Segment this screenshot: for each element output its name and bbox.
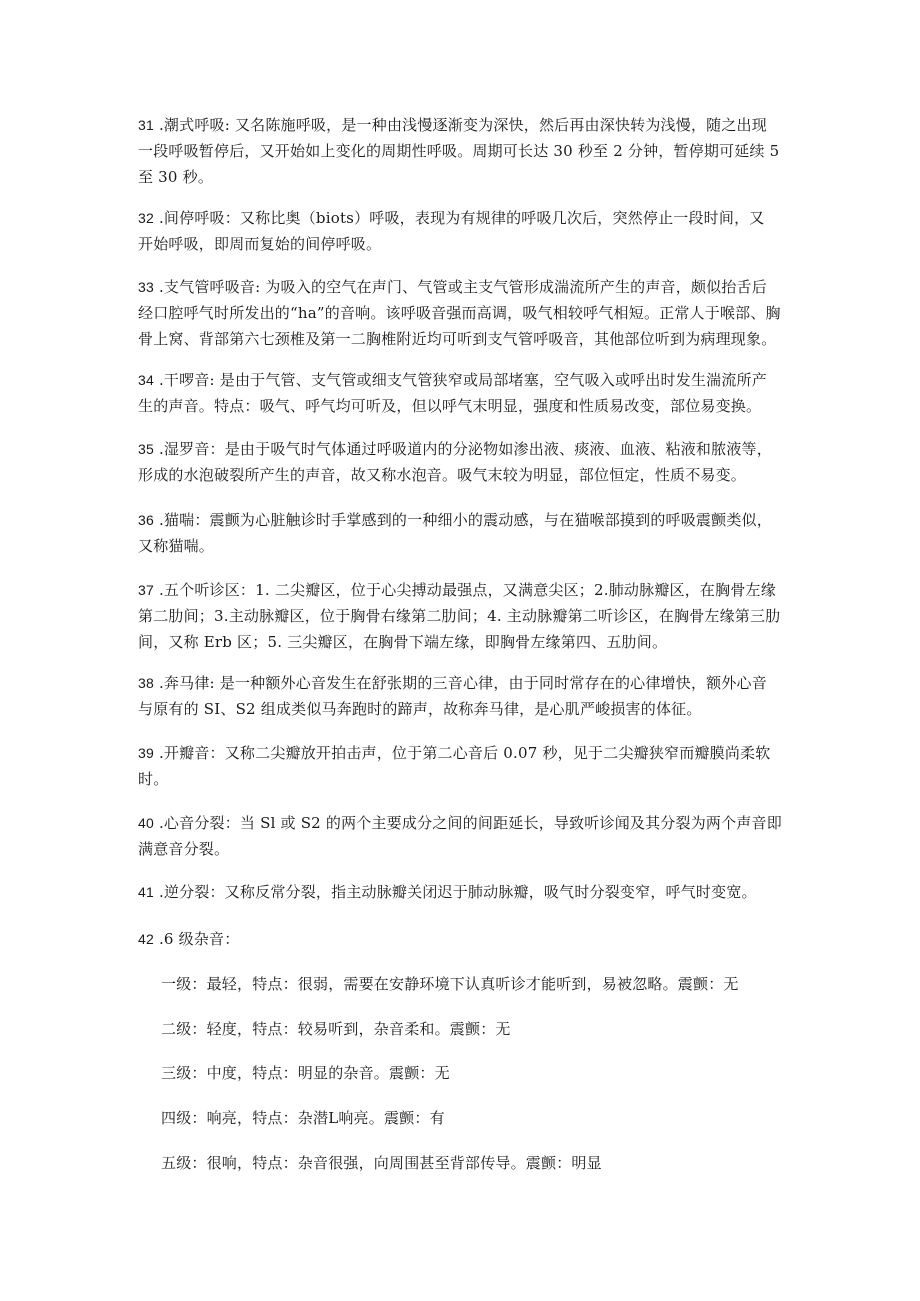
grade-5: 五级：很响，特点：杂音很强，向周围甚至背部传导。震颤：明显 [161,1154,602,1172]
item-line: 第二肋间；3.主动脉瓣区，位于胸骨右缘第二肋间；4. 主动脉瓣第二听诊区，在胸骨左缘第三肋 [138,607,781,625]
item-text: .干啰音: 是由于气管、支气管或细支气管狭窄或局部堵塞，空气吸入或呼出时发生湍流所产 [153,371,767,389]
item-number: 37 [138,582,154,598]
item-line [138,926,803,952]
item-number: 38 [138,675,154,691]
item-34 [138,367,803,419]
item-31 [138,112,803,190]
item-text: .间停呼吸：又称比奥（biots）呼吸，表现为有规律的呼吸几次后，突然停止一段时间，又 [153,209,765,227]
item-number: 35 [138,441,154,457]
grade-2: 二级：轻度，特点：较易听到，杂音柔和。震颤：无 [161,1020,511,1038]
item-line: 经口腔呼气时所发出的“ha”的音响。该呼吸音强而高调，吸气相较呼气相短。正常人于喉部、胸 [138,304,781,322]
item-line [138,879,803,905]
item-line [138,740,803,766]
item-line [138,205,803,231]
item-number: 36 [138,512,154,528]
item-line: 时。 [138,770,169,788]
item-number: 40 [138,815,154,831]
item-line [138,810,803,836]
item-number: 33 [138,279,154,295]
item-line: 一段呼吸暂停后，又开始如上变化的周期性呼吸。周期可长达 30 秒至 2 分钟，暂停期可延续 5 [138,142,780,160]
item-text: .五个听诊区：1. 二尖瓣区，位于心尖搏动最强点，又满意尖区；2.肺动脉瓣区，在胸骨左缘 [153,581,776,599]
grade-4: 四级：响亮，特点：杂潜L响亮。震颤：有 [161,1109,445,1127]
item-line [138,670,803,696]
item-36 [138,507,803,559]
item-line [138,507,803,533]
item-line: 骨上窝、背部第六七颈椎及第一二胸椎附近均可听到支气管呼吸音，其他部位听到为病理现象。 [138,330,777,348]
item-text: .潮式呼吸: 又名陈施呼吸，是一种由浅慢逐渐变为深快，然后再由深快转为浅慢，随之出现 [153,116,767,134]
item-number: 31 [138,117,154,133]
item-33 [138,274,803,352]
item-line [138,112,803,138]
item-line [138,436,803,462]
item-line: 间，又称 Erb 区；5. 三尖瓣区，在胸骨下端左缘，即胸骨左缘第四、五肋间。 [138,633,668,651]
item-number: 32 [138,210,154,226]
grade-1: 一级：最轻，特点：很弱，需要在安静环境下认真听诊才能听到，易被忽略。震颤：无 [161,975,739,993]
item-38 [138,670,803,722]
item-40 [138,810,803,862]
item-39 [138,740,803,792]
item-number: 41 [138,884,154,900]
item-line: 开始呼吸，即周而复始的间停呼吸。 [138,235,382,253]
item-text: .猫喘：震颤为心脏触诊时手掌感到的一种细小的震动感，与在猫喉部摸到的呼吸震颤类似， [153,511,772,529]
item-number: 34 [138,372,154,388]
item-line [138,274,803,300]
item-32 [138,205,803,257]
item-text: .逆分裂：又称反常分裂，指主动脉瓣关闭迟于肺动脉瓣，吸气时分裂变窄，呼气时变宽。 [153,883,757,901]
item-text: .心音分裂：当 Sl 或 S2 的两个主要成分之间的间距延长，导致听诊闻及其分裂为两个声音即 [153,814,782,832]
item-line [138,577,803,603]
item-line: 又称猫喘。 [138,537,215,555]
item-text: .支气管呼吸音: 为吸入的空气在声门、气管或主支气管形成湍流所产生的声音，颇似抬舌后 [153,278,767,296]
grade-3: 三级：中度，特点：明显的杂音。震颤：无 [161,1064,450,1082]
item-text: .湿罗音：是由于吸气时气体通过呼吸道内的分泌物如渗出液、痰液、血液、粘液和脓液等， [153,440,772,458]
item-line [138,367,803,393]
item-line: 生的声音。特点：吸气、呼气均可听及，但以呼气末明显，强度和性质易改变，部位易变换。 [138,397,762,415]
item-line: 形成的水泡破裂所产生的声音，故又称水泡音。吸气末较为明显，部位恒定，性质不易变。 [138,466,747,484]
item-37 [138,577,803,655]
item-number: 42 [138,931,154,947]
item-text: .奔马律: 是一种额外心音发生在舒张期的三音心律，由于同时常存在的心律增快，额外心音 [153,674,767,692]
item-line: 与原有的 SI、S2 组成类似马奔跑时的蹄声，故称奔马律，是心肌严峻损害的体征。 [138,700,702,718]
item-line: 至 30 秒。 [138,168,214,186]
item-text: .6 级杂音： [153,930,240,948]
item-42 [138,926,803,952]
item-35 [138,436,803,488]
item-41 [138,879,803,905]
item-text: .开瓣音：又称二尖瓣放开拍击声，位于第二心音后 0.07 秒，见于二尖瓣狭窄而瓣膜尚柔软 [153,744,771,762]
item-line: 满意音分裂。 [138,840,230,858]
item-number: 39 [138,745,154,761]
